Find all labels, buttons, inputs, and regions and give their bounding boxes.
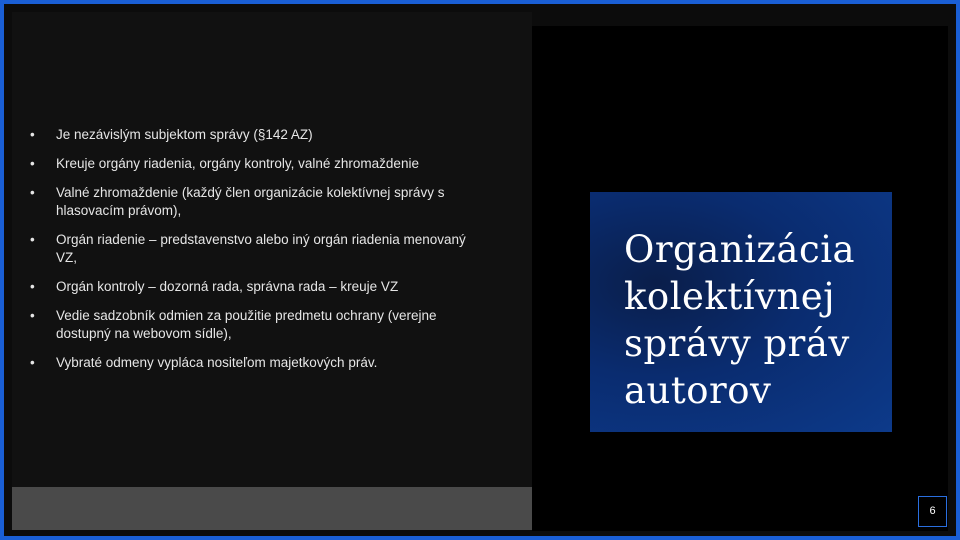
list-item [30, 126, 490, 144]
bullet-text: Je nezávislým subjektom správy (§142 AZ) [56, 127, 313, 142]
bullet-text: Orgán riadenie – predstavenstvo alebo iný orgán riadenia menovaný VZ, [56, 232, 466, 265]
bullet-text: Vybraté odmeny vypláca nositeľom majetkových práv. [56, 355, 378, 370]
slide-title: Organizácia kolektívnej správy práv autorov [624, 228, 856, 412]
bullet-text: Kreuje orgány riadenia, orgány kontroly, valné zhromaždenie [56, 156, 419, 171]
bullet-text: Orgán kontroly – dozorná rada, správna rada – kreuje VZ [56, 279, 399, 294]
bullet-icon: • [30, 156, 35, 171]
bullet-text: Vedie sadzobník odmien za použitie predmetu ochrany (verejne dostupný na webovom sídle), [56, 308, 437, 341]
bullet-icon: • [30, 232, 35, 247]
page-number: 6 [918, 496, 947, 527]
bullet-list [30, 126, 490, 383]
bullet-icon: • [30, 355, 35, 370]
list-item [30, 307, 490, 343]
bullet-icon: • [30, 279, 35, 294]
title-box [590, 192, 892, 432]
bullet-icon: • [30, 308, 35, 323]
footer-band [12, 487, 532, 530]
bullet-icon: • [30, 185, 35, 200]
list-item [30, 278, 490, 296]
list-item [30, 184, 490, 220]
bullet-icon: • [30, 127, 35, 142]
bullet-text: Valné zhromaždenie (každý člen organizácie kolektívnej správy s hlasovacím právom), [56, 185, 445, 218]
list-item [30, 155, 490, 173]
list-item [30, 354, 490, 372]
list-item [30, 231, 490, 267]
